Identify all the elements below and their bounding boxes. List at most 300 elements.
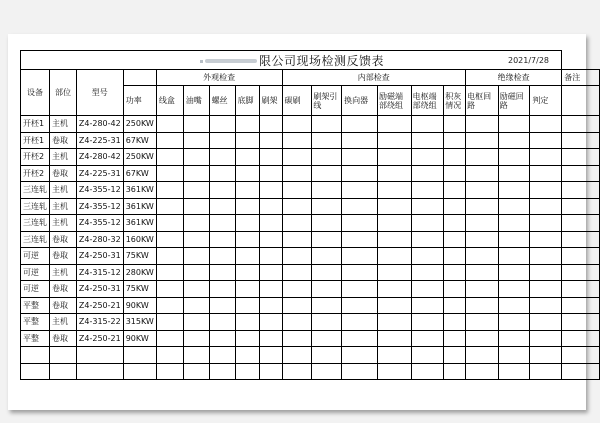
empty-cell[interactable] (562, 165, 600, 182)
empty-cell[interactable] (377, 198, 411, 215)
empty-cell[interactable] (235, 231, 259, 248)
empty-cell[interactable] (530, 314, 562, 331)
empty-cell[interactable] (444, 281, 466, 298)
cell-device[interactable]: 三连轧 (21, 182, 50, 199)
empty-cell[interactable] (342, 281, 378, 298)
empty-cell[interactable] (156, 182, 183, 199)
empty-cell[interactable] (530, 281, 562, 298)
empty-cell[interactable] (377, 314, 411, 331)
empty-cell[interactable] (312, 132, 342, 149)
empty-cell[interactable] (466, 281, 499, 298)
empty-cell[interactable] (530, 132, 562, 149)
empty-cell[interactable] (444, 165, 466, 182)
cell-part[interactable]: 主机 (50, 264, 77, 281)
cell-model[interactable]: Z4-315-12 (76, 264, 123, 281)
empty-cell[interactable] (411, 281, 444, 298)
empty-cell[interactable] (235, 149, 259, 166)
empty-cell[interactable] (235, 314, 259, 331)
empty-cell[interactable] (342, 116, 378, 133)
cell-device[interactable]: 可逆 (21, 264, 50, 281)
empty-cell[interactable] (235, 248, 259, 265)
cell-model[interactable]: Z4-355-12 (76, 182, 123, 199)
empty-cell[interactable] (342, 198, 378, 215)
empty-cell[interactable] (156, 363, 183, 380)
empty-cell[interactable] (377, 215, 411, 232)
empty-cell[interactable] (411, 264, 444, 281)
empty-cell[interactable] (312, 116, 342, 133)
empty-cell[interactable] (156, 231, 183, 248)
empty-cell[interactable] (312, 165, 342, 182)
empty-cell[interactable] (530, 231, 562, 248)
empty-cell[interactable] (377, 347, 411, 364)
empty-cell[interactable] (466, 182, 499, 199)
cell-power[interactable]: 361KW (123, 182, 156, 199)
cell-model[interactable] (76, 363, 123, 380)
empty-cell[interactable] (156, 149, 183, 166)
empty-cell[interactable] (282, 330, 312, 347)
empty-cell[interactable] (235, 264, 259, 281)
empty-cell[interactable] (377, 248, 411, 265)
cell-power[interactable]: 250KW (123, 149, 156, 166)
cell-device[interactable]: 开柸1 (21, 132, 50, 149)
empty-cell[interactable] (498, 149, 530, 166)
cell-device[interactable]: 可逆 (21, 281, 50, 298)
cell-part[interactable]: 主机 (50, 149, 77, 166)
empty-cell[interactable] (209, 116, 235, 133)
empty-cell[interactable] (183, 281, 209, 298)
empty-cell[interactable] (156, 297, 183, 314)
empty-cell[interactable] (466, 149, 499, 166)
empty-cell[interactable] (156, 314, 183, 331)
empty-cell[interactable] (183, 231, 209, 248)
empty-cell[interactable] (342, 132, 378, 149)
empty-cell[interactable] (183, 347, 209, 364)
empty-cell[interactable] (209, 215, 235, 232)
empty-cell[interactable] (466, 314, 499, 331)
empty-cell[interactable] (183, 330, 209, 347)
empty-cell[interactable] (235, 297, 259, 314)
empty-cell[interactable] (282, 182, 312, 199)
empty-cell[interactable] (235, 198, 259, 215)
empty-cell[interactable] (377, 165, 411, 182)
empty-cell[interactable] (498, 248, 530, 265)
empty-cell[interactable] (312, 297, 342, 314)
cell-device[interactable]: 平整 (21, 314, 50, 331)
cell-power[interactable]: 361KW (123, 198, 156, 215)
empty-cell[interactable] (282, 347, 312, 364)
cell-power[interactable]: 67KW (123, 132, 156, 149)
empty-cell[interactable] (259, 363, 282, 380)
cell-model[interactable]: Z4-225-31 (76, 132, 123, 149)
empty-cell[interactable] (411, 330, 444, 347)
empty-cell[interactable] (183, 215, 209, 232)
empty-cell[interactable] (156, 215, 183, 232)
empty-cell[interactable] (377, 132, 411, 149)
empty-cell[interactable] (312, 215, 342, 232)
empty-cell[interactable] (530, 198, 562, 215)
cell-power[interactable] (123, 363, 156, 380)
empty-cell[interactable] (411, 215, 444, 232)
cell-power[interactable]: 90KW (123, 297, 156, 314)
empty-cell[interactable] (312, 231, 342, 248)
empty-cell[interactable] (562, 149, 600, 166)
empty-cell[interactable] (209, 165, 235, 182)
empty-cell[interactable] (282, 215, 312, 232)
empty-cell[interactable] (156, 281, 183, 298)
empty-cell[interactable] (259, 281, 282, 298)
empty-cell[interactable] (530, 149, 562, 166)
cell-power[interactable]: 75KW (123, 281, 156, 298)
empty-cell[interactable] (312, 248, 342, 265)
empty-cell[interactable] (562, 198, 600, 215)
empty-cell[interactable] (209, 281, 235, 298)
empty-cell[interactable] (498, 116, 530, 133)
empty-cell[interactable] (466, 248, 499, 265)
cell-device[interactable]: 三连轧 (21, 198, 50, 215)
empty-cell[interactable] (259, 165, 282, 182)
empty-cell[interactable] (282, 314, 312, 331)
empty-cell[interactable] (259, 264, 282, 281)
empty-cell[interactable] (498, 198, 530, 215)
empty-cell[interactable] (444, 231, 466, 248)
cell-part[interactable] (50, 363, 77, 380)
empty-cell[interactable] (282, 231, 312, 248)
empty-cell[interactable] (562, 330, 600, 347)
empty-cell[interactable] (183, 264, 209, 281)
empty-cell[interactable] (562, 231, 600, 248)
empty-cell[interactable] (562, 297, 600, 314)
cell-part[interactable]: 卷取 (50, 281, 77, 298)
empty-cell[interactable] (156, 248, 183, 265)
empty-cell[interactable] (377, 116, 411, 133)
empty-cell[interactable] (156, 264, 183, 281)
empty-cell[interactable] (444, 116, 466, 133)
empty-cell[interactable] (498, 264, 530, 281)
empty-cell[interactable] (209, 149, 235, 166)
empty-cell[interactable] (530, 165, 562, 182)
empty-cell[interactable] (498, 165, 530, 182)
empty-cell[interactable] (562, 314, 600, 331)
empty-cell[interactable] (466, 330, 499, 347)
empty-cell[interactable] (498, 314, 530, 331)
cell-device[interactable]: 可逆 (21, 248, 50, 265)
empty-cell[interactable] (466, 215, 499, 232)
empty-cell[interactable] (312, 281, 342, 298)
empty-cell[interactable] (183, 165, 209, 182)
empty-cell[interactable] (377, 297, 411, 314)
cell-model[interactable]: Z4-280-32 (76, 231, 123, 248)
empty-cell[interactable] (235, 165, 259, 182)
empty-cell[interactable] (562, 363, 600, 380)
cell-power[interactable]: 75KW (123, 248, 156, 265)
cell-part[interactable]: 主机 (50, 215, 77, 232)
cell-power[interactable]: 67KW (123, 165, 156, 182)
empty-cell[interactable] (444, 347, 466, 364)
empty-cell[interactable] (444, 149, 466, 166)
empty-cell[interactable] (411, 132, 444, 149)
empty-cell[interactable] (444, 215, 466, 232)
empty-cell[interactable] (377, 231, 411, 248)
empty-cell[interactable] (209, 297, 235, 314)
empty-cell[interactable] (466, 116, 499, 133)
empty-cell[interactable] (342, 248, 378, 265)
empty-cell[interactable] (282, 149, 312, 166)
empty-cell[interactable] (209, 330, 235, 347)
empty-cell[interactable] (259, 215, 282, 232)
empty-cell[interactable] (183, 363, 209, 380)
empty-cell[interactable] (466, 198, 499, 215)
empty-cell[interactable] (312, 347, 342, 364)
empty-cell[interactable] (498, 182, 530, 199)
empty-cell[interactable] (498, 231, 530, 248)
empty-cell[interactable] (235, 281, 259, 298)
cell-model[interactable] (76, 347, 123, 364)
empty-cell[interactable] (259, 330, 282, 347)
empty-cell[interactable] (259, 182, 282, 199)
empty-cell[interactable] (377, 264, 411, 281)
cell-model[interactable]: Z4-250-21 (76, 297, 123, 314)
empty-cell[interactable] (444, 363, 466, 380)
empty-cell[interactable] (312, 264, 342, 281)
empty-cell[interactable] (530, 297, 562, 314)
empty-cell[interactable] (562, 281, 600, 298)
empty-cell[interactable] (235, 116, 259, 133)
empty-cell[interactable] (444, 330, 466, 347)
cell-part[interactable]: 卷取 (50, 297, 77, 314)
empty-cell[interactable] (209, 264, 235, 281)
empty-cell[interactable] (342, 165, 378, 182)
empty-cell[interactable] (235, 347, 259, 364)
empty-cell[interactable] (530, 264, 562, 281)
empty-cell[interactable] (342, 314, 378, 331)
empty-cell[interactable] (444, 182, 466, 199)
empty-cell[interactable] (411, 231, 444, 248)
empty-cell[interactable] (411, 347, 444, 364)
cell-part[interactable]: 卷取 (50, 248, 77, 265)
empty-cell[interactable] (259, 297, 282, 314)
cell-device[interactable]: 开柸2 (21, 165, 50, 182)
empty-cell[interactable] (183, 149, 209, 166)
cell-model[interactable]: Z4-280-42 (76, 149, 123, 166)
cell-power[interactable]: 250KW (123, 116, 156, 133)
empty-cell[interactable] (530, 330, 562, 347)
empty-cell[interactable] (466, 363, 499, 380)
empty-cell[interactable] (342, 182, 378, 199)
empty-cell[interactable] (183, 198, 209, 215)
empty-cell[interactable] (411, 314, 444, 331)
empty-cell[interactable] (411, 116, 444, 133)
empty-cell[interactable] (312, 330, 342, 347)
empty-cell[interactable] (156, 330, 183, 347)
empty-cell[interactable] (209, 132, 235, 149)
empty-cell[interactable] (411, 297, 444, 314)
empty-cell[interactable] (498, 215, 530, 232)
empty-cell[interactable] (466, 297, 499, 314)
empty-cell[interactable] (411, 363, 444, 380)
empty-cell[interactable] (342, 215, 378, 232)
empty-cell[interactable] (183, 248, 209, 265)
cell-power[interactable]: 160KW (123, 231, 156, 248)
cell-power[interactable]: 315KW (123, 314, 156, 331)
empty-cell[interactable] (530, 215, 562, 232)
cell-power[interactable] (123, 347, 156, 364)
empty-cell[interactable] (377, 363, 411, 380)
empty-cell[interactable] (342, 231, 378, 248)
cell-model[interactable]: Z4-355-12 (76, 215, 123, 232)
empty-cell[interactable] (411, 198, 444, 215)
empty-cell[interactable] (562, 347, 600, 364)
empty-cell[interactable] (312, 182, 342, 199)
cell-device[interactable]: 三连轧 (21, 231, 50, 248)
empty-cell[interactable] (498, 132, 530, 149)
cell-model[interactable]: Z4-250-21 (76, 330, 123, 347)
empty-cell[interactable] (282, 363, 312, 380)
empty-cell[interactable] (209, 347, 235, 364)
empty-cell[interactable] (282, 248, 312, 265)
empty-cell[interactable] (377, 281, 411, 298)
empty-cell[interactable] (209, 363, 235, 380)
empty-cell[interactable] (209, 182, 235, 199)
cell-device[interactable] (21, 363, 50, 380)
empty-cell[interactable] (377, 149, 411, 166)
cell-part[interactable]: 主机 (50, 116, 77, 133)
empty-cell[interactable] (209, 231, 235, 248)
cell-power[interactable]: 90KW (123, 330, 156, 347)
empty-cell[interactable] (156, 132, 183, 149)
empty-cell[interactable] (498, 347, 530, 364)
empty-cell[interactable] (342, 330, 378, 347)
cell-model[interactable]: Z4-355-12 (76, 198, 123, 215)
empty-cell[interactable] (259, 314, 282, 331)
cell-device[interactable]: 三连轧 (21, 215, 50, 232)
empty-cell[interactable] (444, 314, 466, 331)
cell-device[interactable] (21, 347, 50, 364)
cell-device[interactable]: 开柸2 (21, 149, 50, 166)
empty-cell[interactable] (444, 248, 466, 265)
cell-part[interactable]: 卷取 (50, 231, 77, 248)
empty-cell[interactable] (562, 116, 600, 133)
cell-part[interactable]: 主机 (50, 314, 77, 331)
empty-cell[interactable] (235, 363, 259, 380)
empty-cell[interactable] (562, 264, 600, 281)
empty-cell[interactable] (282, 264, 312, 281)
empty-cell[interactable] (209, 198, 235, 215)
empty-cell[interactable] (235, 330, 259, 347)
cell-part[interactable]: 卷取 (50, 165, 77, 182)
empty-cell[interactable] (282, 297, 312, 314)
empty-cell[interactable] (156, 198, 183, 215)
empty-cell[interactable] (377, 330, 411, 347)
empty-cell[interactable] (312, 314, 342, 331)
empty-cell[interactable] (342, 363, 378, 380)
empty-cell[interactable] (282, 116, 312, 133)
empty-cell[interactable] (562, 182, 600, 199)
empty-cell[interactable] (444, 198, 466, 215)
empty-cell[interactable] (444, 132, 466, 149)
empty-cell[interactable] (498, 281, 530, 298)
empty-cell[interactable] (259, 149, 282, 166)
empty-cell[interactable] (282, 132, 312, 149)
empty-cell[interactable] (530, 182, 562, 199)
empty-cell[interactable] (259, 347, 282, 364)
cell-part[interactable] (50, 347, 77, 364)
cell-model[interactable]: Z4-280-42 (76, 116, 123, 133)
empty-cell[interactable] (466, 347, 499, 364)
empty-cell[interactable] (156, 165, 183, 182)
empty-cell[interactable] (562, 215, 600, 232)
empty-cell[interactable] (411, 182, 444, 199)
cell-power[interactable]: 280KW (123, 264, 156, 281)
empty-cell[interactable] (342, 297, 378, 314)
empty-cell[interactable] (156, 347, 183, 364)
empty-cell[interactable] (530, 116, 562, 133)
empty-cell[interactable] (156, 116, 183, 133)
empty-cell[interactable] (562, 132, 600, 149)
cell-model[interactable]: Z4-250-31 (76, 281, 123, 298)
empty-cell[interactable] (530, 347, 562, 364)
cell-part[interactable]: 主机 (50, 198, 77, 215)
empty-cell[interactable] (183, 297, 209, 314)
cell-model[interactable]: Z4-315-22 (76, 314, 123, 331)
empty-cell[interactable] (235, 132, 259, 149)
empty-cell[interactable] (466, 165, 499, 182)
empty-cell[interactable] (183, 132, 209, 149)
empty-cell[interactable] (235, 215, 259, 232)
empty-cell[interactable] (377, 182, 411, 199)
empty-cell[interactable] (183, 116, 209, 133)
empty-cell[interactable] (312, 149, 342, 166)
empty-cell[interactable] (562, 248, 600, 265)
cell-power[interactable]: 361KW (123, 215, 156, 232)
empty-cell[interactable] (342, 149, 378, 166)
empty-cell[interactable] (183, 182, 209, 199)
empty-cell[interactable] (312, 363, 342, 380)
empty-cell[interactable] (530, 248, 562, 265)
empty-cell[interactable] (342, 347, 378, 364)
empty-cell[interactable] (235, 182, 259, 199)
empty-cell[interactable] (259, 116, 282, 133)
empty-cell[interactable] (282, 165, 312, 182)
empty-cell[interactable] (209, 248, 235, 265)
empty-cell[interactable] (498, 297, 530, 314)
empty-cell[interactable] (466, 132, 499, 149)
empty-cell[interactable] (498, 363, 530, 380)
empty-cell[interactable] (411, 248, 444, 265)
empty-cell[interactable] (259, 132, 282, 149)
empty-cell[interactable] (530, 363, 562, 380)
cell-device[interactable]: 开柸1 (21, 116, 50, 133)
empty-cell[interactable] (282, 198, 312, 215)
empty-cell[interactable] (466, 264, 499, 281)
empty-cell[interactable] (342, 264, 378, 281)
empty-cell[interactable] (282, 281, 312, 298)
cell-part[interactable]: 卷取 (50, 330, 77, 347)
empty-cell[interactable] (444, 264, 466, 281)
empty-cell[interactable] (312, 198, 342, 215)
empty-cell[interactable] (444, 297, 466, 314)
empty-cell[interactable] (259, 231, 282, 248)
empty-cell[interactable] (209, 314, 235, 331)
empty-cell[interactable] (183, 314, 209, 331)
cell-model[interactable]: Z4-225-31 (76, 165, 123, 182)
empty-cell[interactable] (498, 330, 530, 347)
cell-part[interactable]: 主机 (50, 182, 77, 199)
empty-cell[interactable] (411, 165, 444, 182)
cell-model[interactable]: Z4-250-31 (76, 248, 123, 265)
empty-cell[interactable] (259, 248, 282, 265)
cell-device[interactable]: 平整 (21, 330, 50, 347)
empty-cell[interactable] (466, 231, 499, 248)
